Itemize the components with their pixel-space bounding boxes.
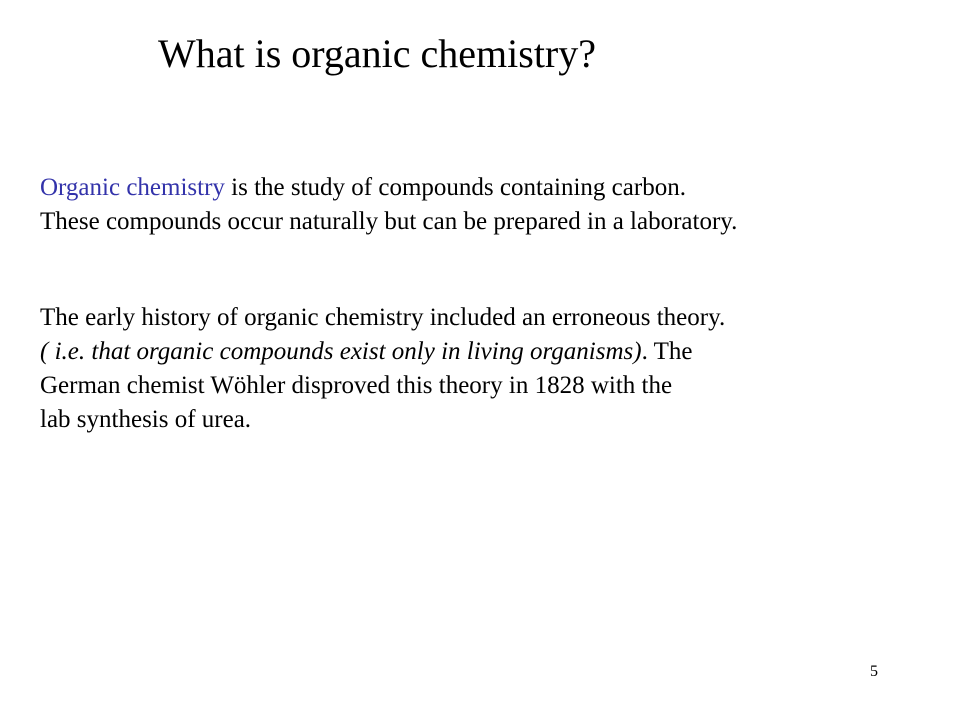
history-italic-note: ( i.e. that organic compounds exist only in living organisms)	[40, 338, 642, 365]
history-line-2-rest: . The	[641, 338, 693, 365]
slide-title: What is organic chemistry?	[158, 31, 597, 76]
history-paragraph	[40, 301, 950, 437]
definition-line-1-rest: is the study of compounds containing carbon.	[224, 174, 686, 201]
organic-chemistry-term: Organic chemistry	[40, 174, 225, 201]
definition-line-1	[40, 171, 950, 205]
page-number: 5	[870, 663, 878, 680]
definition-line-2: These compounds occur naturally but can be prepared in a laboratory.	[40, 208, 738, 235]
history-line-2	[40, 335, 950, 369]
history-line-1: The early history of organic chemistry included an erroneous theory.	[40, 304, 726, 331]
history-line-3: German chemist Wöhler disproved this theory in 1828 with the	[40, 372, 673, 399]
history-line-4: lab synthesis of urea.	[40, 406, 252, 433]
definition-paragraph	[40, 171, 950, 239]
